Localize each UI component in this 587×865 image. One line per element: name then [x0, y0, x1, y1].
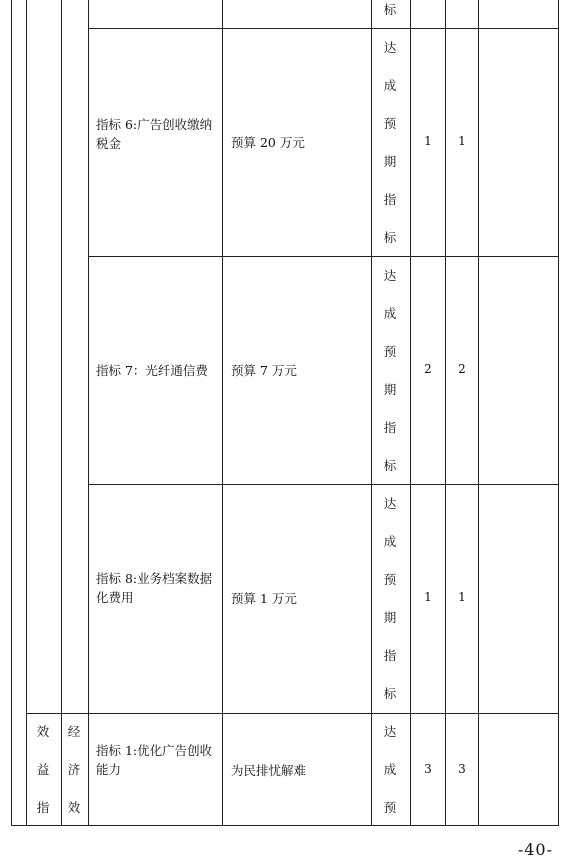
category-economic: 经 济 效 [67, 724, 81, 815]
indicator-1-value: 为民排忧解难 [231, 763, 307, 778]
indicator-6-label: 指标 6:广告创收缴纳 税金 [96, 117, 213, 151]
top-partial-standard: 标 [383, 2, 397, 17]
indicator-1-rating: 3 [458, 762, 466, 776]
indicator-6-rating: 1 [458, 134, 466, 148]
indicator-1-label: 指标 1:优化广告创收 能力 [96, 743, 213, 777]
indicator-8-rating: 1 [458, 590, 466, 604]
indicator-7-standard: 达 成 预 期 指 标 [383, 268, 397, 473]
indicator-7-value: 预算 7 万元 [231, 363, 297, 378]
indicator-8-standard: 达 成 预 期 指 标 [383, 496, 397, 701]
indicator-6-standard: 达 成 预 期 指 标 [383, 40, 397, 245]
indicator-6-score: 1 [424, 134, 432, 148]
indicator-8-score: 1 [424, 590, 432, 604]
indicator-1-standard: 达 成 预 [383, 724, 397, 815]
indicator-7-score: 2 [424, 362, 432, 376]
category-benefit: 效 益 指 [36, 724, 50, 815]
indicator-7-label: 指标 7：光纤通信费 [96, 363, 208, 378]
indicator-8-value: 预算 1 万元 [231, 591, 297, 606]
indicator-7-rating: 2 [458, 362, 466, 376]
indicator-8-label: 指标 8:业务档案数据 化费用 [96, 571, 213, 605]
indicator-6-value: 预算 20 万元 [231, 135, 305, 150]
indicator-1-score: 3 [424, 762, 432, 776]
page-number: -40- [517, 840, 553, 859]
